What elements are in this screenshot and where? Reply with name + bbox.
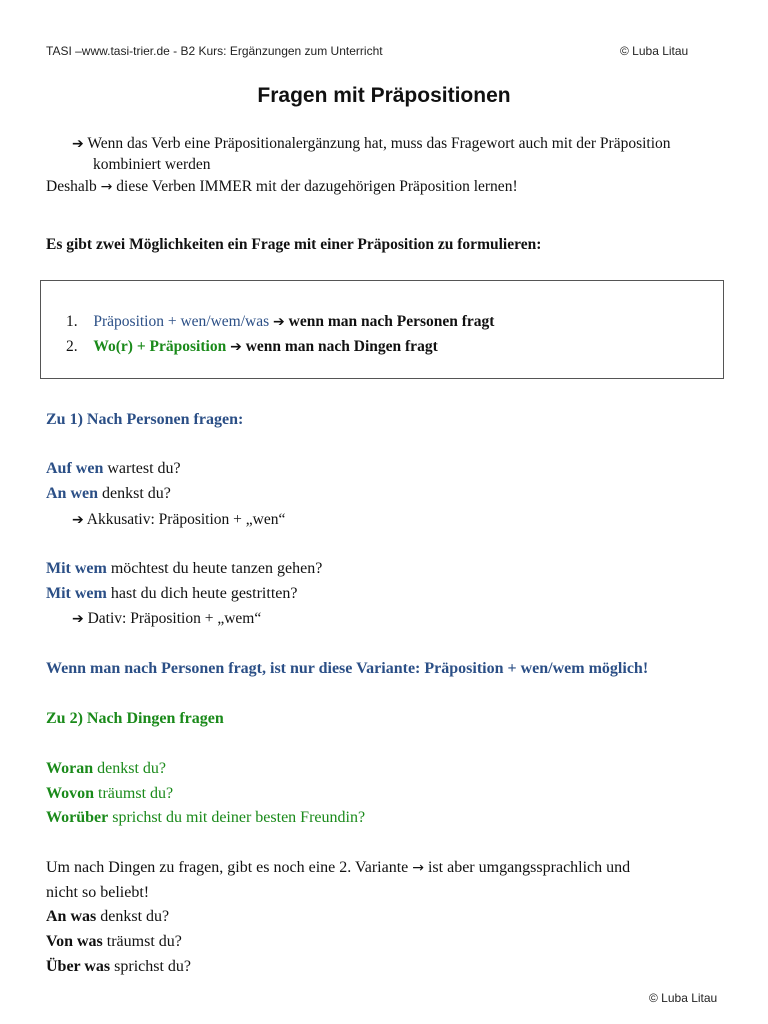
- intro-line-1: [72, 134, 671, 154]
- example-text: hast du dich heute gestritten?: [106, 585, 298, 602]
- footer-copyright: © Luba Litau: [649, 991, 718, 1005]
- variant-text-a: Um nach Dingen zu fragen, gibt es noch eine 2. Variante: [46, 859, 409, 876]
- example-line: [46, 782, 173, 806]
- example-line: [46, 582, 297, 606]
- example-line: [46, 557, 322, 581]
- arrow-right-icon: ➔: [230, 339, 242, 355]
- intro-deshalb: Deshalb: [46, 178, 97, 195]
- option-formula-2: Wo(r) + Präposition: [93, 338, 227, 355]
- variant-text-b: ist aber umgangssprachlich und: [427, 859, 631, 876]
- intro-line-3: [46, 177, 518, 197]
- section1-conclusion: Wenn man nach Personen fragt, ist nur diese Variante: Präposition + wen/wem möglich!: [46, 660, 649, 677]
- intro-line-2: kombiniert werden: [93, 156, 211, 173]
- example-text: träumst du?: [94, 785, 174, 802]
- example-text: denkst du?: [93, 760, 166, 777]
- arrow-right-icon: ➔: [72, 611, 84, 627]
- option-item-2: [66, 337, 438, 357]
- example-keyword: Mit wem: [46, 560, 107, 577]
- example-line: [46, 955, 191, 979]
- header-left: TASI –www.tasi-trier.de - B2 Kurs: Ergänzungen zum Unterricht: [46, 44, 383, 58]
- option-item-1: [66, 312, 494, 332]
- example-text: möchtest du heute tanzen gehen?: [106, 560, 323, 577]
- example-line: [46, 930, 182, 954]
- note-text: Dativ: Präposition + „wem“: [87, 610, 262, 627]
- example-keyword: An wen: [46, 485, 99, 502]
- subheading: Es gibt zwei Möglichkeiten ein Frage mit einer Präposition zu formulieren:: [46, 236, 542, 253]
- arrow-right-icon: →: [100, 179, 113, 195]
- example-keyword: Über was: [46, 958, 111, 975]
- intro-text-3: diese Verben IMMER mit der dazugehörigen Präposition lernen!: [116, 178, 518, 195]
- note-dativ: [72, 609, 261, 629]
- page-title: Fragen mit Präpositionen: [257, 84, 511, 107]
- option-number: 2.: [66, 338, 78, 355]
- example-text: denkst du?: [98, 485, 171, 502]
- example-keyword: Von was: [46, 933, 103, 950]
- example-line: [46, 806, 365, 830]
- header-right: © Luba Litau: [620, 44, 689, 58]
- variant-line-1: [46, 856, 630, 880]
- intro-text-1: Wenn das Verb eine Präpositionalergänzung hat, muss das Fragewort auch mit der Präposition: [87, 135, 671, 152]
- example-text: wartest du?: [103, 460, 181, 477]
- option-formula-1: Präposition + wen/wem/was: [93, 313, 270, 330]
- option-number: 1.: [66, 313, 78, 330]
- example-keyword: Wovon: [46, 785, 95, 802]
- option-text-1: wenn man nach Personen fragt: [288, 313, 495, 330]
- note-text: Akkusativ: Präposition + „wen“: [86, 511, 286, 528]
- arrow-right-icon: →: [412, 860, 424, 876]
- option-text-2: wenn man nach Dingen fragt: [245, 338, 438, 355]
- variant-line-2: nicht so beliebt!: [46, 884, 150, 901]
- note-akkusativ: [72, 510, 285, 530]
- example-keyword: Auf wen: [46, 460, 104, 477]
- example-line: [46, 905, 169, 929]
- example-text: träumst du?: [102, 933, 182, 950]
- example-line: [46, 482, 171, 506]
- example-line: [46, 457, 181, 481]
- arrow-right-icon: ➔: [72, 512, 84, 528]
- example-text: sprichst du mit deiner besten Freundin?: [108, 809, 366, 826]
- example-line: [46, 757, 166, 781]
- example-keyword: Woran: [46, 760, 94, 777]
- section2-heading: Zu 2) Nach Dingen fragen: [46, 710, 224, 727]
- arrow-right-icon: ➔: [72, 136, 84, 152]
- example-keyword: Worüber: [46, 809, 109, 826]
- arrow-right-icon: ➔: [273, 314, 285, 330]
- example-keyword: An was: [46, 908, 97, 925]
- example-keyword: Mit wem: [46, 585, 107, 602]
- example-text: sprichst du?: [110, 958, 192, 975]
- example-text: denkst du?: [96, 908, 170, 925]
- section1-heading: Zu 1) Nach Personen fragen:: [46, 411, 244, 428]
